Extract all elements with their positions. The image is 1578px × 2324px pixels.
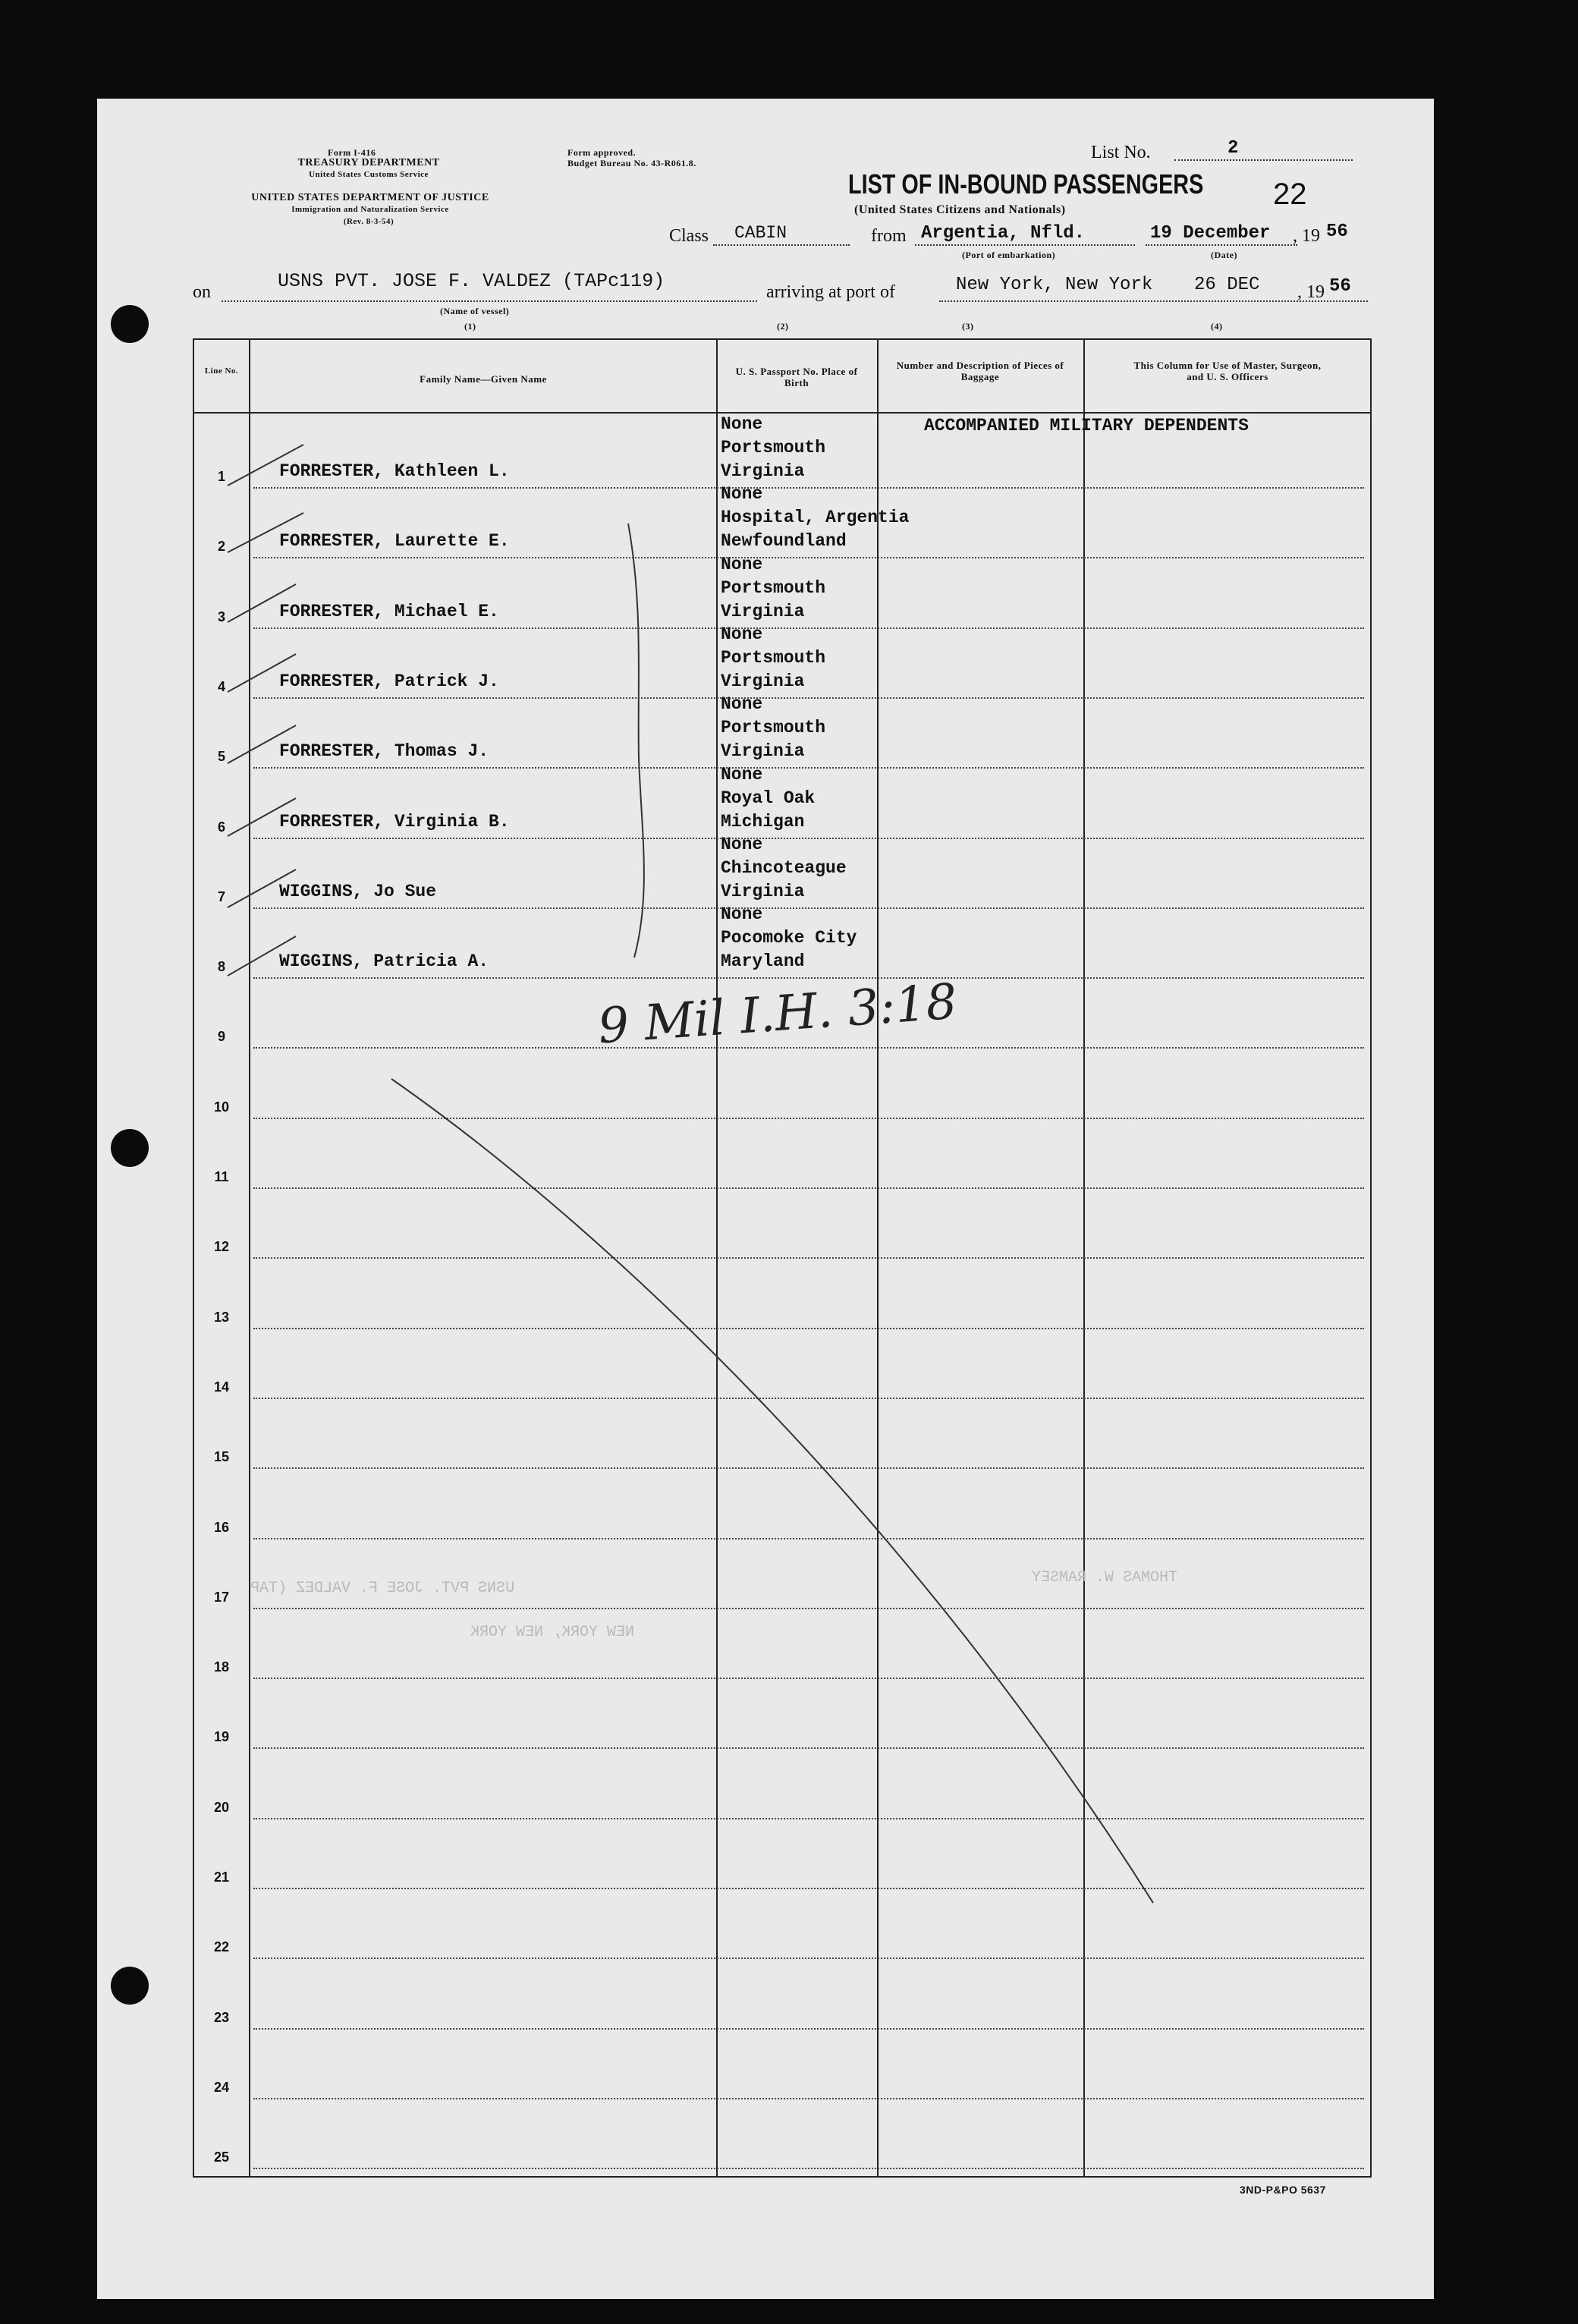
line-number: 2 <box>217 539 225 554</box>
place-of-birth: Maryland <box>721 951 805 971</box>
arrival-port: New York, New York <box>956 275 1153 295</box>
form-number: Form I-416 <box>328 147 376 158</box>
place-of-birth: Virginia <box>721 671 805 691</box>
bleed-through-text: THOMAS W. RAMSEY <box>1032 1569 1178 1587</box>
place-of-birth: Pocomoke City <box>721 928 857 948</box>
passenger-name: WIGGINS, Patricia A. <box>279 951 489 971</box>
place-of-birth: Royal Oak <box>721 788 816 808</box>
ins-service: Immigration and Naturalization Service <box>291 205 449 214</box>
form-title: LIST OF IN-BOUND PASSENGERS <box>848 168 1204 200</box>
passport-number: None <box>721 484 763 504</box>
line-number: 18 <box>213 1659 230 1675</box>
passenger-name: WIGGINS, Jo Sue <box>279 882 437 901</box>
bracket-line <box>628 524 644 958</box>
place-of-birth: Chincoteague <box>721 858 847 878</box>
class-value: CABIN <box>734 223 787 243</box>
passport-number: None <box>721 765 763 785</box>
line-number: 5 <box>217 749 225 764</box>
check-mark <box>228 725 296 763</box>
place-of-birth: Portsmouth <box>721 648 826 668</box>
passport-number: None <box>721 694 763 714</box>
check-mark <box>228 798 296 836</box>
list-no-label: List No. <box>1091 143 1151 162</box>
place-of-birth: Portsmouth <box>721 438 826 458</box>
line-number: 9 <box>217 1029 225 1044</box>
line-number: 23 <box>213 2010 230 2025</box>
place-of-birth: Virginia <box>721 602 805 621</box>
justice-dept: UNITED STATES DEPARTMENT OF JUSTICE <box>251 192 489 203</box>
line-number: 15 <box>213 1449 230 1464</box>
passenger-name: FORRESTER, Kathleen L. <box>279 461 510 481</box>
line-number: 20 <box>213 1800 230 1815</box>
passenger-name: FORRESTER, Thomas J. <box>279 741 489 761</box>
form-subtitle: (United States Citizens and Nationals) <box>854 203 1066 216</box>
col-num-4: (4) <box>1211 321 1223 332</box>
on-label: on <box>193 282 211 302</box>
check-mark <box>228 445 303 486</box>
place-of-birth: Virginia <box>721 461 805 481</box>
cancel-line <box>391 1079 1153 1903</box>
place-of-birth: Hospital, Argentia <box>721 508 910 527</box>
place-of-birth: Virginia <box>721 882 805 901</box>
place-of-birth: Portsmouth <box>721 718 826 737</box>
line-number: 3 <box>217 609 225 624</box>
date-caption: (Date) <box>1211 250 1237 260</box>
arriving-label: arriving at port of <box>766 282 895 302</box>
col-num-3: (3) <box>962 321 974 332</box>
line-number: 1 <box>217 469 225 484</box>
line-number: 25 <box>213 2149 230 2165</box>
passport-number: None <box>721 904 763 924</box>
bleed-through-text: NEW YORK, NEW YORK <box>470 1624 635 1641</box>
place-of-birth: Virginia <box>721 741 805 761</box>
line-number: 11 <box>214 1169 229 1184</box>
departure-year: 56 <box>1326 222 1348 242</box>
passenger-name: FORRESTER, Virginia B. <box>279 812 510 832</box>
line-number: 12 <box>213 1239 230 1254</box>
port-embarkation: Argentia, Nfld. <box>921 223 1086 244</box>
passport-number: None <box>721 835 763 854</box>
check-mark <box>228 654 296 692</box>
header-name: Family Name—Given Name <box>420 373 547 385</box>
vessel-caption: (Name of vessel) <box>440 306 510 316</box>
baggage-note: ACCOMPANIED MILITARY DEPENDENTS <box>924 416 1249 436</box>
place-of-birth: Portsmouth <box>721 578 826 598</box>
form-approved: Form approved. <box>567 147 637 158</box>
customs-service: United States Customs Service <box>309 170 429 179</box>
header-official-use: This Column for Use of Master, Surgeon, and U. S. Officers <box>1133 360 1322 382</box>
line-number: 14 <box>213 1379 230 1395</box>
passport-number: None <box>721 414 763 434</box>
passenger-name: FORRESTER, Michael E. <box>279 602 499 621</box>
line-number: 4 <box>217 679 225 694</box>
line-number: 6 <box>217 819 225 835</box>
passport-number: None <box>721 624 763 644</box>
revision: (Rev. 8-3-54) <box>343 217 394 226</box>
line-number: 13 <box>213 1310 230 1325</box>
arrival-date: 26 DEC <box>1194 275 1260 295</box>
col-num-1: (1) <box>464 321 476 332</box>
place-of-birth: Newfoundland <box>721 531 847 551</box>
departure-date: 19 December <box>1150 223 1271 244</box>
line-number: 17 <box>213 1590 230 1605</box>
line-number: 7 <box>217 889 225 904</box>
from-label: from <box>871 226 907 246</box>
line-number: 8 <box>217 959 225 974</box>
list-no-value: 2 <box>1228 138 1239 159</box>
header-baggage: Number and Description of Pieces of Baggage <box>896 360 1064 382</box>
treasury-dept: TREASURY DEPARTMENT <box>297 157 440 168</box>
passenger-name: FORRESTER, Patrick J. <box>279 671 499 691</box>
class-label: Class <box>669 226 709 246</box>
budget-bureau: Budget Bureau No. 43-R061.8. <box>567 158 696 168</box>
header-passport: U. S. Passport No. Place of Birth <box>735 366 858 388</box>
vessel-name: USNS PVT. JOSE F. VALDEZ (TAPc119) <box>278 270 665 292</box>
passport-number: None <box>721 555 763 574</box>
line-number: 10 <box>213 1099 230 1115</box>
check-mark <box>228 584 296 622</box>
check-mark <box>228 936 296 976</box>
date-year-prefix: , 19 <box>1293 226 1320 246</box>
line-number: 24 <box>213 2080 230 2095</box>
col-num-2: (2) <box>777 321 789 332</box>
header-line-no: Line No. <box>204 366 239 376</box>
bleed-through-text: USNS PVT. JOSE F. VALDEZ (TAP <box>250 1580 515 1597</box>
handwritten-note: 9 Mil I.H. 3:18 <box>596 973 959 1055</box>
line-number: 22 <box>213 1939 230 1954</box>
place-of-birth: Michigan <box>721 812 805 832</box>
stamp-number: 22 <box>1273 178 1307 211</box>
line-number: 19 <box>213 1729 230 1744</box>
print-code: 3ND-P&PO 5637 <box>1240 2184 1326 2196</box>
port-embarkation-caption: (Port of embarkation) <box>962 250 1056 260</box>
arrival-year-prefix: , 19 <box>1297 282 1325 302</box>
passenger-name: FORRESTER, Laurette E. <box>279 531 510 551</box>
check-mark <box>228 513 303 552</box>
arrival-year: 56 <box>1329 276 1351 297</box>
line-number: 21 <box>213 1870 230 1885</box>
check-mark <box>228 870 296 907</box>
line-number: 16 <box>213 1520 230 1535</box>
